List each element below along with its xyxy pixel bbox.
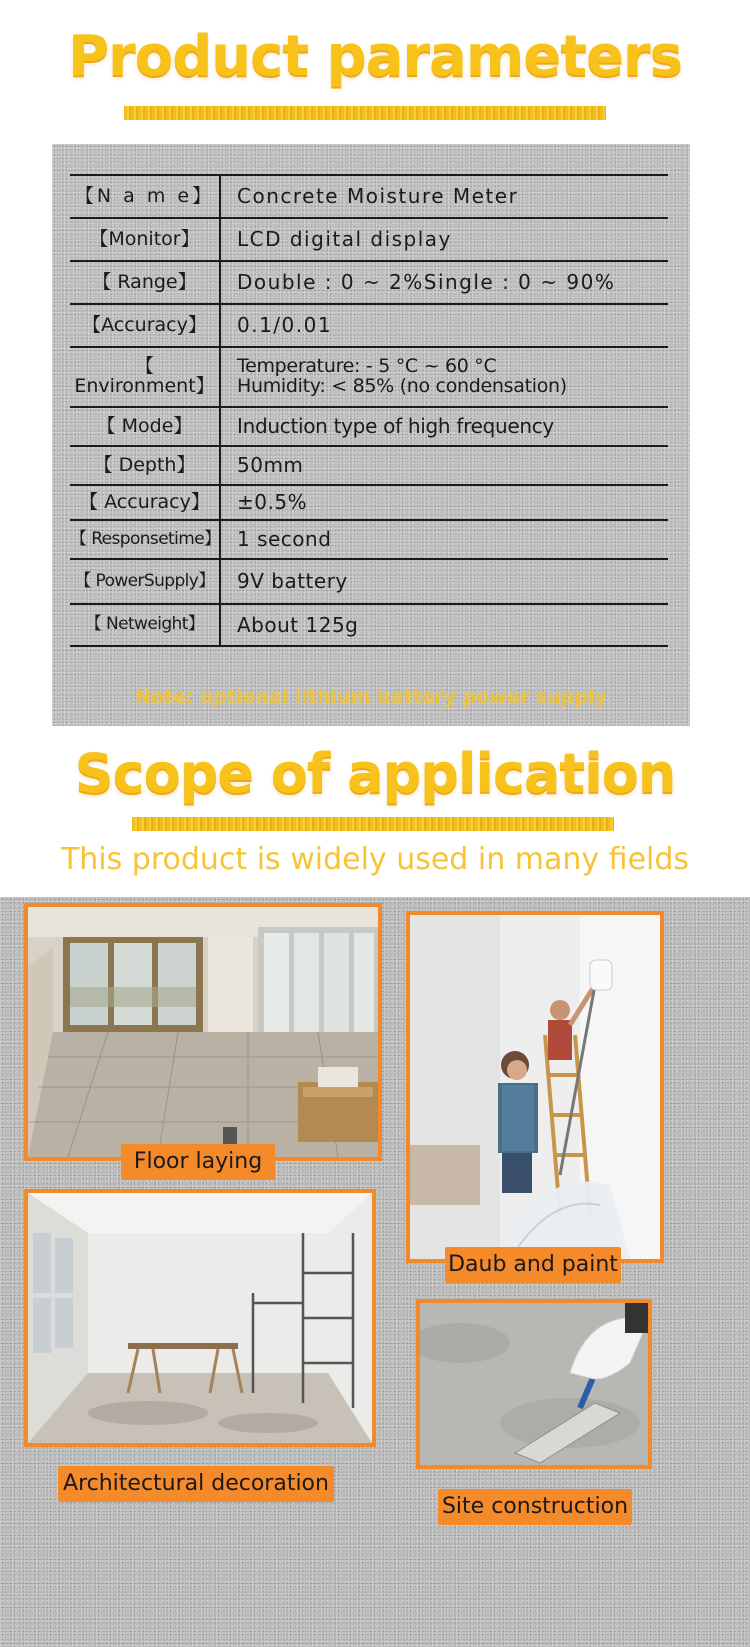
application-tagline: This product is widely used in many fields (60, 842, 690, 877)
spec-label: 【 Mode】 (70, 407, 220, 446)
spec-label: 【 Range】 (70, 261, 220, 304)
caption-floor-laying: Floor laying (121, 1144, 275, 1180)
spec-value: ±0.5% (220, 485, 668, 520)
spec-label: 【 Environment】 (70, 347, 220, 407)
floor-laying-photo (24, 903, 382, 1161)
caption-architectural-decoration: Architectural decoration (58, 1466, 334, 1502)
spec-label: 【Accuracy】 (70, 304, 220, 347)
spec-label: 【 Responsetime】 (70, 520, 220, 559)
caption-daub-and-paint: Daub and paint (445, 1247, 621, 1283)
table-row (70, 218, 668, 261)
spec-label: 【 Accuracy】 (70, 485, 220, 520)
spec-value: 1 second (220, 520, 668, 559)
spec-value (220, 347, 668, 407)
table-row (70, 559, 668, 604)
spec-table (70, 174, 668, 647)
spec-value: LCD digital display (220, 218, 668, 261)
spec-label: 【 Depth】 (70, 446, 220, 485)
title-underline (124, 106, 606, 120)
scope-of-application-title: Scope of application (74, 742, 676, 805)
spec-value: Induction type of high frequency (220, 407, 668, 446)
table-row (70, 520, 668, 559)
site-construction-photo (416, 1299, 652, 1469)
spec-value: 0.1/0.01 (220, 304, 668, 347)
table-row (70, 347, 668, 407)
spec-label: 【 Netweight】 (70, 604, 220, 646)
spec-value: 50mm (220, 446, 668, 485)
spec-panel (52, 144, 690, 726)
spec-value: Concrete Moisture Meter (220, 175, 668, 218)
battery-note: Note: optional lithium battery power supply (135, 686, 607, 708)
spec-label: 【N a m e】 (70, 175, 220, 218)
table-row (70, 446, 668, 485)
table-row (70, 175, 668, 218)
title-underline (132, 817, 614, 831)
spec-value: 9V battery (220, 559, 668, 604)
table-row (70, 407, 668, 446)
daub-and-paint-photo (406, 911, 664, 1263)
table-row (70, 485, 668, 520)
table-row (70, 261, 668, 304)
spec-value-line: Temperature: - 5 °C ~ 60 °C (237, 355, 497, 378)
architectural-decoration-photo (24, 1189, 376, 1447)
caption-site-construction: Site construction (438, 1489, 632, 1525)
table-row (70, 304, 668, 347)
spec-label: 【 PowerSupply】 (70, 559, 220, 604)
spec-label: 【Monitor】 (70, 218, 220, 261)
spec-value: About 125g (220, 604, 668, 646)
spec-value: Double : 0 ~ 2%Single : 0 ~ 90% (220, 261, 668, 304)
table-row (70, 604, 668, 646)
application-panel (0, 897, 750, 1647)
spec-value-line: Humidity: < 85% (no condensation) (237, 375, 567, 397)
product-parameters-title: Product parameters (68, 24, 682, 89)
